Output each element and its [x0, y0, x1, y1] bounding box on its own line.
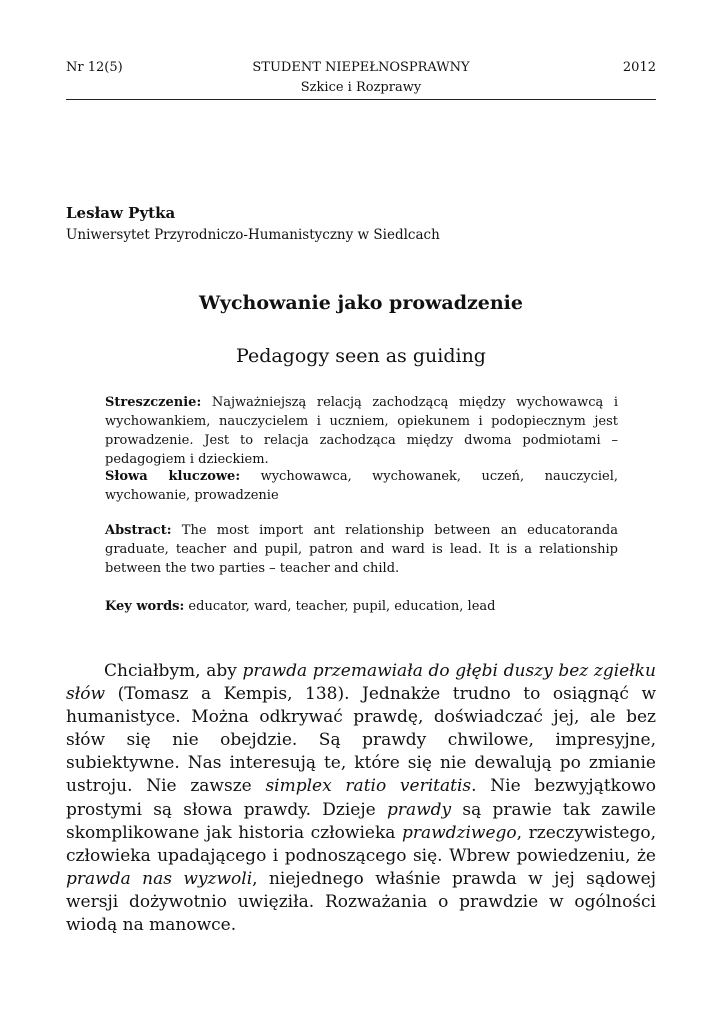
body-text-run: , niejednego właśnie prawda w jej sądowej wersji dożywotnio uwięziła. Rozważania o prawdzie w ogólności wiodą na manowce.: [66, 868, 656, 936]
abstract-polish: [105, 393, 618, 469]
body-italic-run: prawda przemawiała do głębi duszy bez zgiełku słów: [66, 661, 656, 705]
issue-number: Nr 12(5): [66, 60, 123, 75]
author-name: Lesław Pytka: [66, 204, 176, 222]
article-title: Wychowanie jako prowadzenie: [199, 292, 523, 314]
keywords-english-label: Key words:: [105, 599, 185, 614]
keywords-polish-text: wychowawca, wychowanek, uczeń, nauczyciel, wychowanie, prowadzenie: [105, 469, 619, 503]
body-text-run: (Tomasz a Kempis, 138). Jednakże trudno to osiągnąć w humanistyce. Można odkrywać prawdę, doświadczać jej, ale bez słów się nie obejdzie. Są prawdy chwilowe, impresyjne, subiektywne. Nas interesują te, które się nie dewalują po zmianie ustroju. Nie zawsze: [66, 684, 656, 797]
body-italic-run: prawdziwego: [401, 822, 517, 843]
journal-section: Szkice i Rozprawy: [300, 80, 422, 95]
body-italic-run: simplex ratio veritatis: [265, 776, 472, 797]
keywords-polish-label: Słowa kluczowe:: [105, 469, 241, 484]
abstract-english-text: The most import ant relationship between an educatoranda graduate, teacher and pupil, patron and ward is lead. It is a relationship between the two parties – teacher and child.: [105, 523, 618, 576]
body-text-run: . Nie bezwyjątkowo prostymi są słowa prawdy. Dzieje: [66, 776, 656, 820]
body-italic-run: prawdy: [386, 799, 452, 820]
abstract-polish-label: Streszczenie:: [105, 395, 202, 410]
body-text-run: są prawie tak zawile skomplikowane jak historia człowieka: [66, 799, 656, 843]
body-italic-run: prawda nas wyzwoli: [66, 868, 253, 889]
abstract-english-label: Abstract:: [105, 523, 172, 538]
body-text-run: , rzeczywistego, człowieka upadającego i podnoszącego się. Wbrew powiedzeniu, że: [66, 822, 656, 866]
article-subtitle: Pedagogy seen as guiding: [236, 345, 486, 367]
header-rule: [66, 99, 656, 100]
running-header: [66, 60, 656, 98]
abstract-english: [105, 521, 618, 578]
author-affiliation: Uniwersytet Przyrodniczo-Humanistyczny w Siedlcach: [66, 227, 440, 243]
body-text-run: Chciałbym, aby: [104, 661, 243, 681]
journal-year: 2012: [622, 60, 656, 75]
abstract-polish-text: Najważniejszą relacją zachodzącą między wychowawcą i wychowankiem, nauczycielem i uczniem, opiekunem i podopiecznym jest prowadzenie. Jest to relacja zachodząca między dwoma podmiotami – pedagogiem i dzieckiem.: [105, 395, 618, 467]
keywords-english-text: educator, ward, teacher, pupil, education, lead: [184, 599, 496, 614]
keywords-polish: [105, 467, 618, 505]
keywords-english: [105, 597, 618, 616]
body-paragraph: [66, 660, 656, 937]
journal-title: STUDENT NIEPEŁNOSPRAWNY: [252, 60, 470, 75]
